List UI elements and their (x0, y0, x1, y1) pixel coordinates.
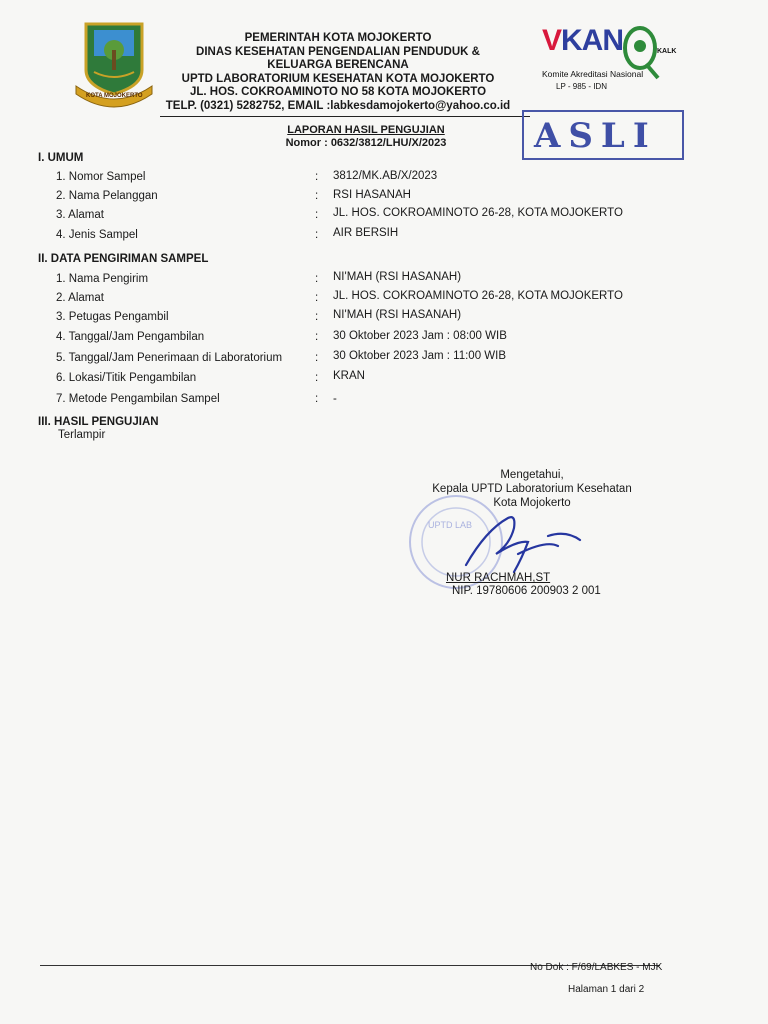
pengiriman-value-5: 30 Oktober 2023 Jam : 11:00 WIB (333, 350, 507, 362)
report-number: Nomor : 0632/3812/LHU/X/2023 (285, 137, 447, 149)
section-pengiriman-heading: II. DATA PENGIRIMAN SAMPEL (38, 253, 209, 265)
umum-value-1: 3812/MK.AB/X/2023 (333, 170, 438, 182)
pengiriman-label-2: 2. Alamat (56, 292, 104, 304)
header-line-5: JL. HOS. COKROAMINOTO NO 58 KOTA MOJOKERTO (189, 86, 487, 99)
city-emblem-logo (72, 20, 156, 108)
kan-code: LP - 985 - IDN (556, 82, 607, 91)
umum-value-3: JL. HOS. COKROAMINOTO 26-28, KOTA MOJOKERTO (333, 207, 623, 219)
pengiriman-value-3: NI'MAH (RSI HASANAH) (333, 309, 462, 321)
pengiriman-colon-6: : (315, 372, 319, 384)
pengiriman-label-5: 5. Tanggal/Jam Penerimaan di Laboratorium (56, 352, 283, 364)
umum-label-3: 3. Alamat (56, 209, 104, 221)
pengiriman-label-3: 3. Petugas Pengambil (56, 311, 169, 323)
header-line-1: PEMERINTAH KOTA MOJOKERTO (244, 32, 432, 44)
page-indicator: Halaman 1 dari 2 (568, 984, 645, 995)
header-line-2: DINAS KESEHATAN PENGENDALIAN PENDUDUK & (196, 45, 480, 58)
pengiriman-value-2: JL. HOS. COKROAMINOTO 26-28, KOTA MOJOKERTO (333, 290, 623, 302)
pengiriman-colon-1: : (315, 273, 319, 285)
umum-value-2: RSI HASANAH (333, 189, 411, 201)
pengiriman-label-4: 4. Tanggal/Jam Pengambilan (56, 331, 205, 343)
signatory-nip: NIP. 19780606 200903 2 001 (452, 585, 601, 597)
signatory-name: NUR RACHMAH,ST (446, 572, 551, 584)
umum-label-1: 1. Nomor Sampel (56, 171, 146, 183)
kan-wordmark: VKAN (542, 24, 624, 57)
umum-colon-4: : (315, 229, 319, 241)
kan-subtitle: Komite Akreditasi Nasional (542, 69, 644, 79)
pengiriman-value-7: - (333, 393, 337, 405)
handwritten-signature (456, 510, 596, 580)
header-divider (160, 116, 530, 117)
pengiriman-label-7: 7. Metode Pengambilan Sampel (56, 393, 220, 405)
header-line-4: UPTD LABORATORIUM KESEHATAN KOTA MOJOKERTO (181, 72, 495, 85)
document-number: No Dok : F/69/LABKES - MJK (530, 962, 663, 973)
pengiriman-colon-5: : (315, 352, 319, 364)
pengiriman-label-1: 1. Nama Pengirim (56, 273, 149, 285)
pengiriman-value-1: NI'MAH (RSI HASANAH) (333, 271, 462, 283)
signature-block (410, 468, 654, 510)
pengiriman-value-6: KRAN (333, 370, 365, 382)
section-umum-heading: I. UMUM (38, 152, 84, 164)
umum-colon-3: : (315, 209, 319, 221)
kan-accreditation-logo (530, 18, 680, 100)
seal-text: UPTD LAB (428, 520, 473, 530)
header-line-6: TELP. (0321) 5282752, EMAIL :labkesdamojokerto@yahoo.co.id (165, 99, 511, 112)
pengiriman-value-4: 30 Oktober 2023 Jam : 08:00 WIB (333, 330, 507, 342)
umum-colon-1: : (315, 171, 319, 183)
pengiriman-colon-3: : (315, 311, 319, 323)
pengiriman-colon-2: : (315, 292, 319, 304)
header-line-3: KELUARGA BERENCANA (267, 59, 409, 72)
original-stamp (522, 110, 684, 160)
umum-label-2: 2. Nama Pelanggan (56, 190, 158, 202)
logo-ribbon-text: KOTA MOJOKERTO (86, 93, 143, 99)
pengiriman-colon-4: : (315, 331, 319, 343)
umum-value-4: AIR BERSIH (333, 227, 399, 239)
hasil-note: Terlampir (58, 429, 106, 441)
pengiriman-colon-7: : (315, 393, 319, 405)
signature-line-2: Kepala UPTD Laboratorium Kesehatan (432, 483, 632, 495)
pengiriman-label-6: 6. Lokasi/Titik Pengambilan (56, 372, 197, 384)
signature-line-1: Mengetahui, (500, 469, 564, 481)
report-title: LAPORAN HASIL PENGUJIAN (287, 124, 445, 136)
report-title-block (260, 124, 472, 150)
umum-label-4: 4. Jenis Sampel (56, 229, 138, 241)
stamp-text: ASLI (534, 116, 657, 156)
kan-kalk-label: KALK (657, 48, 677, 55)
section-hasil-heading: III. HASIL PENGUJIAN (38, 416, 159, 428)
letterhead (158, 32, 518, 114)
umum-colon-2: : (315, 190, 319, 202)
signature-line-3: Kota Mojokerto (493, 497, 571, 509)
